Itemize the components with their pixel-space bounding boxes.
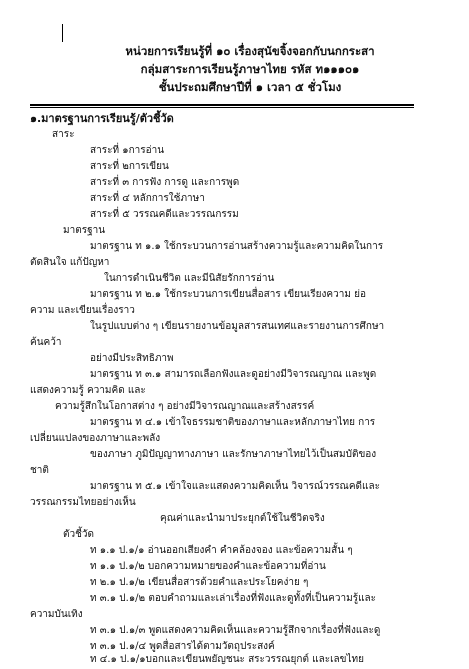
body-line: สาระที่ ๔ หลักการใช้ภาษา <box>90 193 205 204</box>
body-line: คุณค่าและนำมาประยุกต์ใช้ในชีวิตจริง <box>160 513 325 524</box>
body-line: ชาติ <box>30 465 49 476</box>
title-line-3: ชั้นประถมศึกษาปีที่ ๑ เวลา ๕ ชั่วโมง <box>158 80 342 94</box>
body-line: มาตรฐาน ท ๑.๑ ใช้กระบวนการอ่านสร้างความรู้และความคิดในการ <box>90 241 384 252</box>
body-line: มาตรฐาน <box>63 225 106 236</box>
body-line: สาระ <box>52 129 75 140</box>
body-line: ของภาษา ภูมิปัญญาทางภาษา และรักษาภาษาไทยไว้เป็นสมบัติของ <box>90 449 377 460</box>
body-line: ท ๒.๑ ป.๑/๒ เขียนสื่อสารด้วยคำและประโยคง่าย ๆ <box>90 577 309 588</box>
body-line: ท ๓.๑ ป.๑/๒ ตอบคำถามและเล่าเรื่องที่ฟังและดูทั้งที่เป็นความรู้และ <box>90 593 377 604</box>
body-line: สาระที่ ๒การเขียน <box>90 161 169 172</box>
body-line: ท ๔.๑ ป.๑/๑บอกและเขียนพยัญชนะ สระวรรณยุกต์ และเลขไทย <box>90 654 364 665</box>
body-line: ตัวชี้วัด <box>63 529 95 540</box>
title-line-2: กลุ่มสาระการเรียนรู้ภาษาไทย รหัส ท๑๑๑๐๑ <box>140 62 360 76</box>
body-line: ท ๑.๑ ป.๑/๑ อ่านออกเสียงคำ คำคล้องจอง และข้อความสั้น ๆ <box>90 545 353 556</box>
body-line: ความบันเทิง <box>30 609 83 620</box>
body-line: อย่างมีประสิทธิภาพ <box>90 353 174 364</box>
body-line: มาตรฐาน ท ๕.๑ เข้าใจและแสดงความคิดเห็น วิจารณ์วรรณคดีและ <box>90 481 380 492</box>
body-line: ท ๓.๑ ป.๑/๔ พูดสื่อสารได้ตามวัตถุประสงค์ <box>90 641 275 652</box>
body-line: ท ๓.๑ ป.๑/๓ พูดแสดงความคิดเห็นและความรู้สึกจากเรื่องที่ฟังและดู <box>90 625 381 636</box>
body-line: สาระที่ ๑การอ่าน <box>90 145 165 156</box>
body-line: ตัดสินใจ แก้ปัญหา <box>30 257 110 268</box>
title-underline-thin <box>30 107 414 108</box>
section-heading: ๑.มาตรฐานการเรียนรู้/ตัวชี้วัด <box>30 112 174 125</box>
body-line: วรรณกรรมไทยอย่างเห็น <box>30 497 136 508</box>
body-line: ความ และเขียนเรื่องราว <box>30 305 135 316</box>
body-line: สาระที่ ๓ การฟัง การดู และการพูด <box>90 177 240 188</box>
body-line: ค้นคว้า <box>30 337 62 348</box>
text-cursor <box>62 24 63 42</box>
body-line: มาตรฐาน ท ๒.๑ ใช้กระบวนการเขียนสื่อสาร เขียนเรียงความ ย่อ <box>90 289 366 300</box>
body-line: สาระที่ ๕ วรรณคดีและวรรณกรรม <box>90 209 239 220</box>
title-underline <box>30 104 414 106</box>
body-line: ในรูปแบบต่าง ๆ เขียนรายงานข้อมูลสารสนเทศและรายงานการศึกษา <box>90 321 385 332</box>
body-line: มาตรฐาน ท ๔.๑ เข้าใจธรรมชาติของภาษาและหลักภาษาไทย การ <box>90 417 376 428</box>
body-line: ท ๑.๑ ป.๑/๒ บอกความหมายของคำและข้อความที่อ่าน <box>90 561 326 572</box>
body-line: แสดงความรู้ ความคิด และ <box>30 385 146 396</box>
body-line: ความรู้สึกในโอกาสต่าง ๆ อย่างมีวิจารณญาณและสร้างสรรค์ <box>55 401 315 412</box>
title-line-1: หน่วยการเรียนรู้ที่ ๑๐ เรื่องสุนัขจิ้งจอกกับนกกระสา <box>125 44 375 58</box>
body-line: มาตรฐาน ท ๓.๑ สามารถเลือกฟังและดูอย่างมีวิจารณญาณ และพูด <box>90 369 377 380</box>
body-line: ในการดำเนินชีวิต และมีนิสัยรักการอ่าน <box>104 273 275 284</box>
body-line: เปลี่ยนแปลงของภาษาและพลัง <box>30 433 161 444</box>
